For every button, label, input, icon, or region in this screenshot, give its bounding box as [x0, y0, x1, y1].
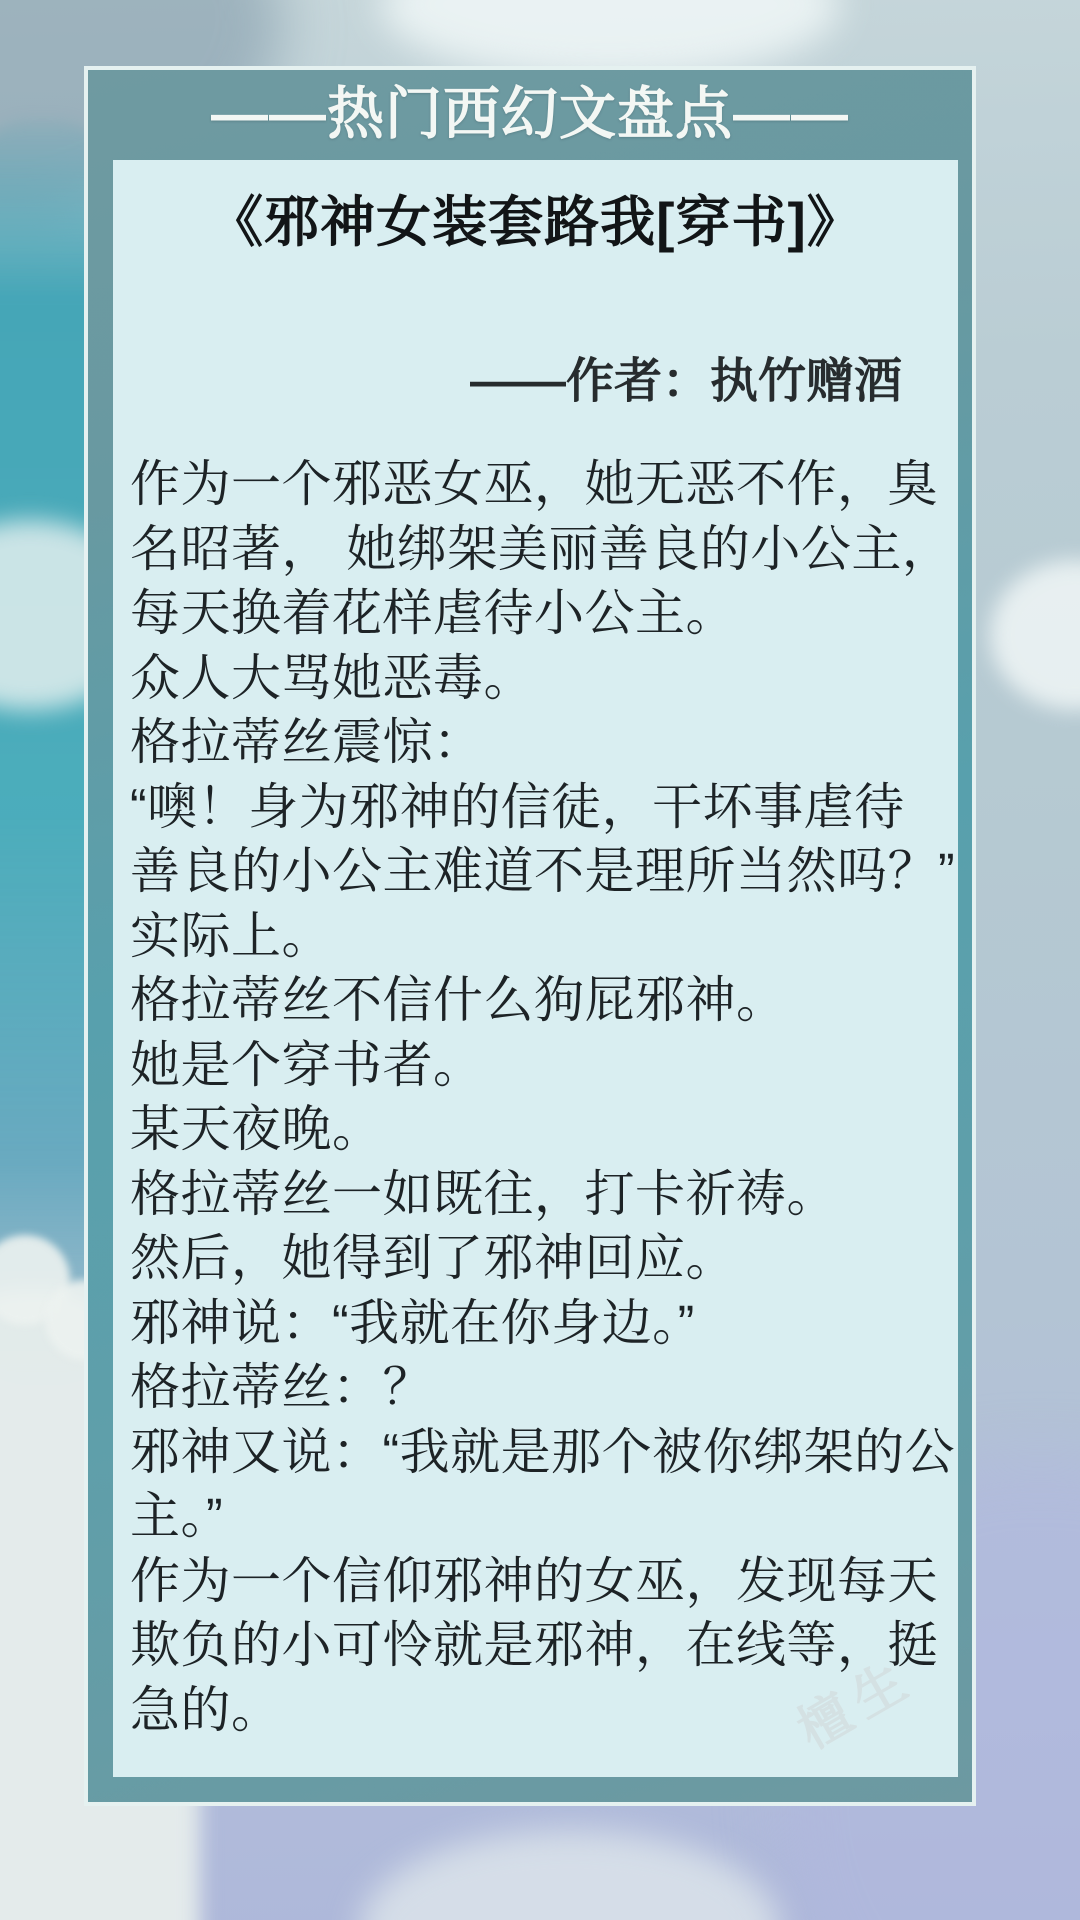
book-title: 《邪神女装套路我[穿书]》 — [208, 191, 863, 253]
synopsis-line: 然后，她得到了邪神回应。 — [130, 1230, 736, 1286]
synopsis-line: “噢！身为邪神的信徒，干坏事虐待 — [130, 778, 905, 835]
synopsis-line: 善良的小公主难道不是理所当然吗？” — [130, 843, 956, 899]
synopsis-line: 欺负的小可怜就是邪神，在线等，挺 — [130, 1617, 938, 1673]
synopsis-line: 格拉蒂丝：？ — [130, 1359, 433, 1415]
author-line: ——作者：执竹赠酒 — [469, 355, 902, 408]
synopsis-line: 名昭著， 她绑架美丽善良的小公主， — [130, 520, 953, 577]
banner-title: ——热门西幻文盘点—— — [211, 82, 849, 146]
synopsis-text — [130, 452, 956, 1742]
watermark: 檀生 — [788, 1648, 925, 1761]
synopsis-line: 主。” — [130, 1488, 224, 1544]
synopsis-line: 作为一个信仰邪神的女巫，发现每天 — [130, 1552, 938, 1609]
synopsis-line: 她是个穿书者。 — [130, 1036, 484, 1093]
synopsis-line: 实际上。 — [130, 907, 332, 964]
synopsis-line: 格拉蒂丝一如既往，打卡祈祷。 — [130, 1165, 837, 1222]
synopsis-line: 格拉蒂丝不信什么狗屁邪神。 — [130, 972, 787, 1028]
synopsis-line: 众人大骂她恶毒。 — [130, 649, 534, 706]
right-cloud — [990, 560, 1080, 710]
synopsis-line: 急的。 — [130, 1681, 282, 1738]
synopsis-line: 邪神又说：“我就是那个被你绑架的公 — [130, 1423, 956, 1480]
synopsis-line: 邪神说：“我就在你身边。” — [130, 1294, 695, 1351]
content-card — [113, 160, 958, 1777]
synopsis-line: 某天夜晚。 — [130, 1101, 383, 1157]
synopsis-line: 作为一个邪恶女巫，她无恶不作，臭 — [130, 456, 938, 512]
bottom-cloud — [360, 1830, 780, 1920]
synopsis-line: 格拉蒂丝震惊： — [130, 714, 484, 770]
teal-frame-panel — [84, 66, 976, 1806]
synopsis-line: 每天换着花样虐待小公主。 — [130, 585, 736, 641]
